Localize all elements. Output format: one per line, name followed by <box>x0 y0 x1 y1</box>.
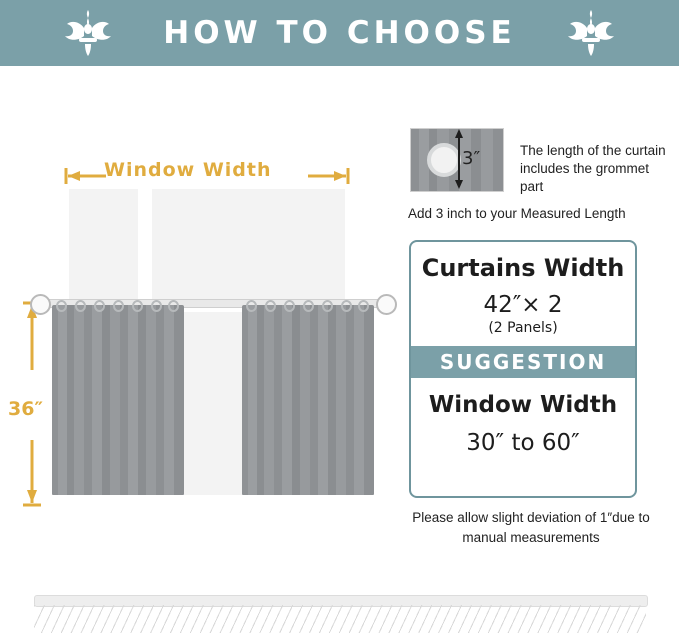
grommet-icon <box>341 300 352 312</box>
grommet-icon <box>265 300 276 312</box>
page-title: HOW TO CHOOSE <box>163 15 516 51</box>
grommet-icon <box>168 300 179 312</box>
floor-hatching <box>34 605 646 633</box>
curtains-width-value: 42″× 2 <box>483 292 563 318</box>
deviation-note: Please allow slight deviation of 1″due to manual measurements <box>412 510 650 545</box>
curtain-panel-right <box>242 305 374 495</box>
grommet-icon <box>284 300 295 312</box>
header-banner <box>0 0 679 66</box>
grommet-icon <box>246 300 257 312</box>
curtains-width-panels: (2 Panels) <box>488 320 558 336</box>
grommet-icon <box>75 300 86 312</box>
curtain-height-label: 36″ <box>8 398 43 420</box>
grommet-icon <box>322 300 333 312</box>
fleur-de-lis-icon-left <box>62 8 114 58</box>
grommet-icon <box>94 300 105 312</box>
suggestion-info-box <box>409 240 637 498</box>
grommet-icon <box>56 300 67 312</box>
curtain-panel-left <box>52 305 184 495</box>
suggestion-band: SUGGESTION <box>411 346 635 378</box>
curtains-width-title: Curtains Width <box>421 254 625 282</box>
grommet-icon <box>303 300 314 312</box>
grommet-row-right <box>246 300 370 312</box>
window-width-range: 30″ to 60″ <box>466 430 580 456</box>
grommet-icon <box>113 300 124 312</box>
fleur-de-lis-icon-right <box>565 8 617 58</box>
add-length-note: Add 3 inch to your Measured Length <box>408 206 626 221</box>
grommet-icon <box>151 300 162 312</box>
grommet-row-left <box>56 300 180 312</box>
curtain-rod-finial-right <box>376 294 397 315</box>
grommet-icon <box>132 300 143 312</box>
grommet-dimension-label: 3″ <box>462 148 481 169</box>
grommet-note-text: The length of the curtain includes the grommet part <box>520 143 666 194</box>
curtain-rod-finial-left <box>30 294 51 315</box>
window-width-title: Window Width <box>428 392 618 418</box>
grommet-icon <box>358 300 369 312</box>
window-width-label: Window Width <box>104 159 272 181</box>
